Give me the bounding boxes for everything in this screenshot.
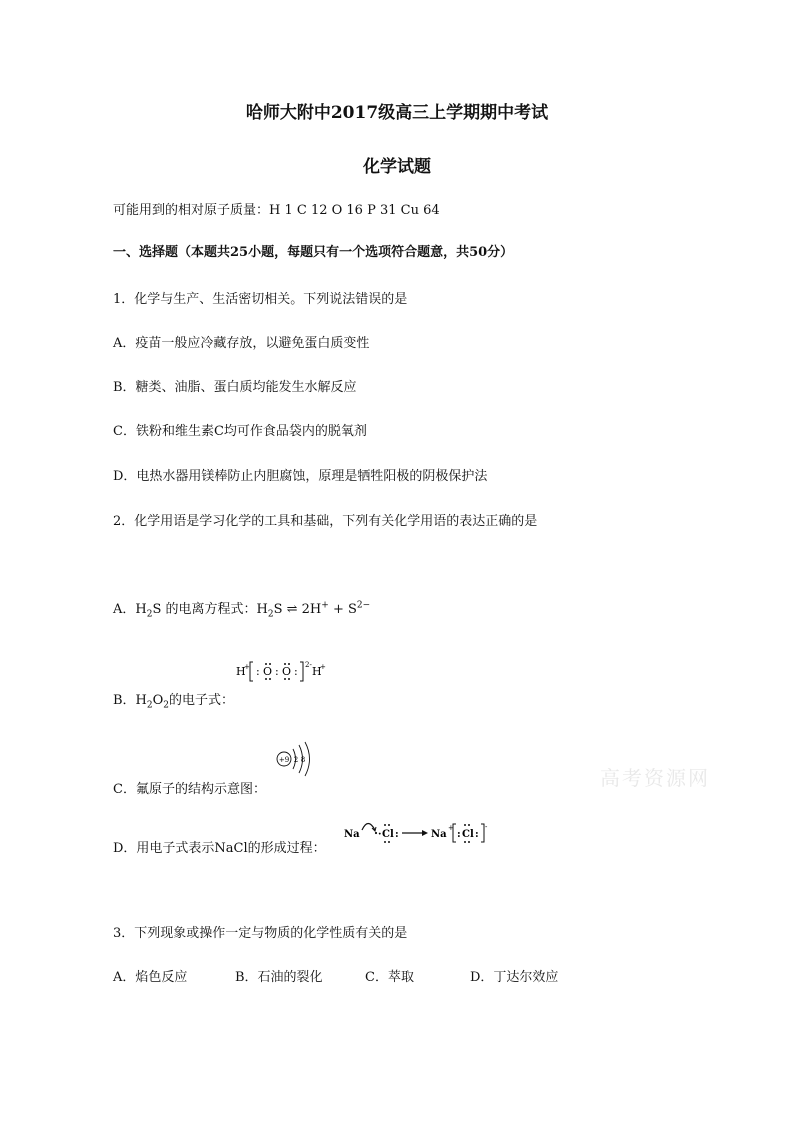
h-left: H (236, 665, 246, 678)
nucleus-charge: +9 (278, 756, 290, 764)
svg-text::: : (457, 829, 461, 840)
cl-ion: Cl (462, 829, 474, 840)
q3-option-a: A．焰色反应 (113, 970, 188, 985)
shell-2-count: 8 (300, 756, 306, 764)
fluorine-atom-diagram (274, 738, 314, 782)
q1-option-d: D．电热水器用镁棒防止内胆腐蚀，原理是牺牲阳极的阴极保护法 (113, 469, 488, 484)
exam-title: 哈师大附中2017级高三上学期期中考试 (245, 103, 549, 123)
svg-text::: : (395, 829, 399, 840)
q1-option-c: C．铁粉和维生素C均可作食品袋内的脱氧剂 (113, 424, 367, 439)
q1-option-b: B．糖类、油脂、蛋白质均能发生水解反应 (113, 380, 357, 395)
nacl-formation-diagram (342, 816, 492, 854)
q2-option-c: C．氟原子的结构示意图： (113, 782, 266, 797)
oxygen-2: O (282, 665, 292, 678)
h-right-charge: + (320, 663, 326, 671)
q1-option-a: A．疫苗一般应冷藏存放，以避免蛋白质变性 (113, 336, 370, 351)
q3-option-d: D．丁达尔效应 (470, 970, 559, 985)
h2o2-electron-formula (232, 656, 332, 690)
q3-stem: 3．下列现象或操作一定与物质的化学性质有关的是 (113, 926, 408, 941)
q3-option-c: C．萃取 (365, 970, 414, 985)
q2-option-b: B．$H_2O_2$的电子式： (113, 693, 235, 711)
watermark: 高考资源网 (600, 766, 710, 790)
na-ion-charge: + (448, 824, 454, 832)
cl-atom: Cl (382, 829, 394, 840)
oxygen-1: O (263, 665, 273, 678)
exam-subtitle: 化学试题 (363, 157, 431, 177)
bracket-charge: 2- (305, 661, 312, 669)
q3-option-b: B．石油的裂化 (235, 970, 323, 985)
shell-1-count: 2 (293, 756, 299, 764)
q2-option-a: A．$H_2S$ 的电离方程式：$H_2S$ ⇌ $2H^+ + S^{2-}$ (113, 600, 371, 620)
cl-ion-charge: - (485, 823, 488, 831)
colon-1: : (256, 665, 260, 678)
na-ion: Na (431, 829, 447, 840)
svg-text:·: · (378, 829, 382, 840)
na-atom: Na (344, 829, 360, 840)
colon-3: : (294, 665, 298, 678)
h-right: H (312, 665, 322, 678)
h-left-charge: + (244, 663, 250, 671)
section-heading: 一、选择题（本题共25小题，每题只有一个选项符合题意，共50分） (113, 245, 514, 260)
q2-stem: 2．化学用语是学习化学的工具和基础，下列有关化学用语的表达正确的是 (113, 514, 538, 529)
colon-2: : (275, 665, 279, 678)
svg-text::: : (475, 829, 479, 840)
q2-option-d: D．用电子式表示NaCl的形成过程： (113, 841, 326, 856)
atomic-masses-line: 可能用到的相对原子质量：H 1 C 12 O 16 P 31 Cu 64 (113, 203, 440, 218)
q1-stem: 1．化学与生产、生活密切相关。下列说法错误的是 (113, 292, 408, 307)
